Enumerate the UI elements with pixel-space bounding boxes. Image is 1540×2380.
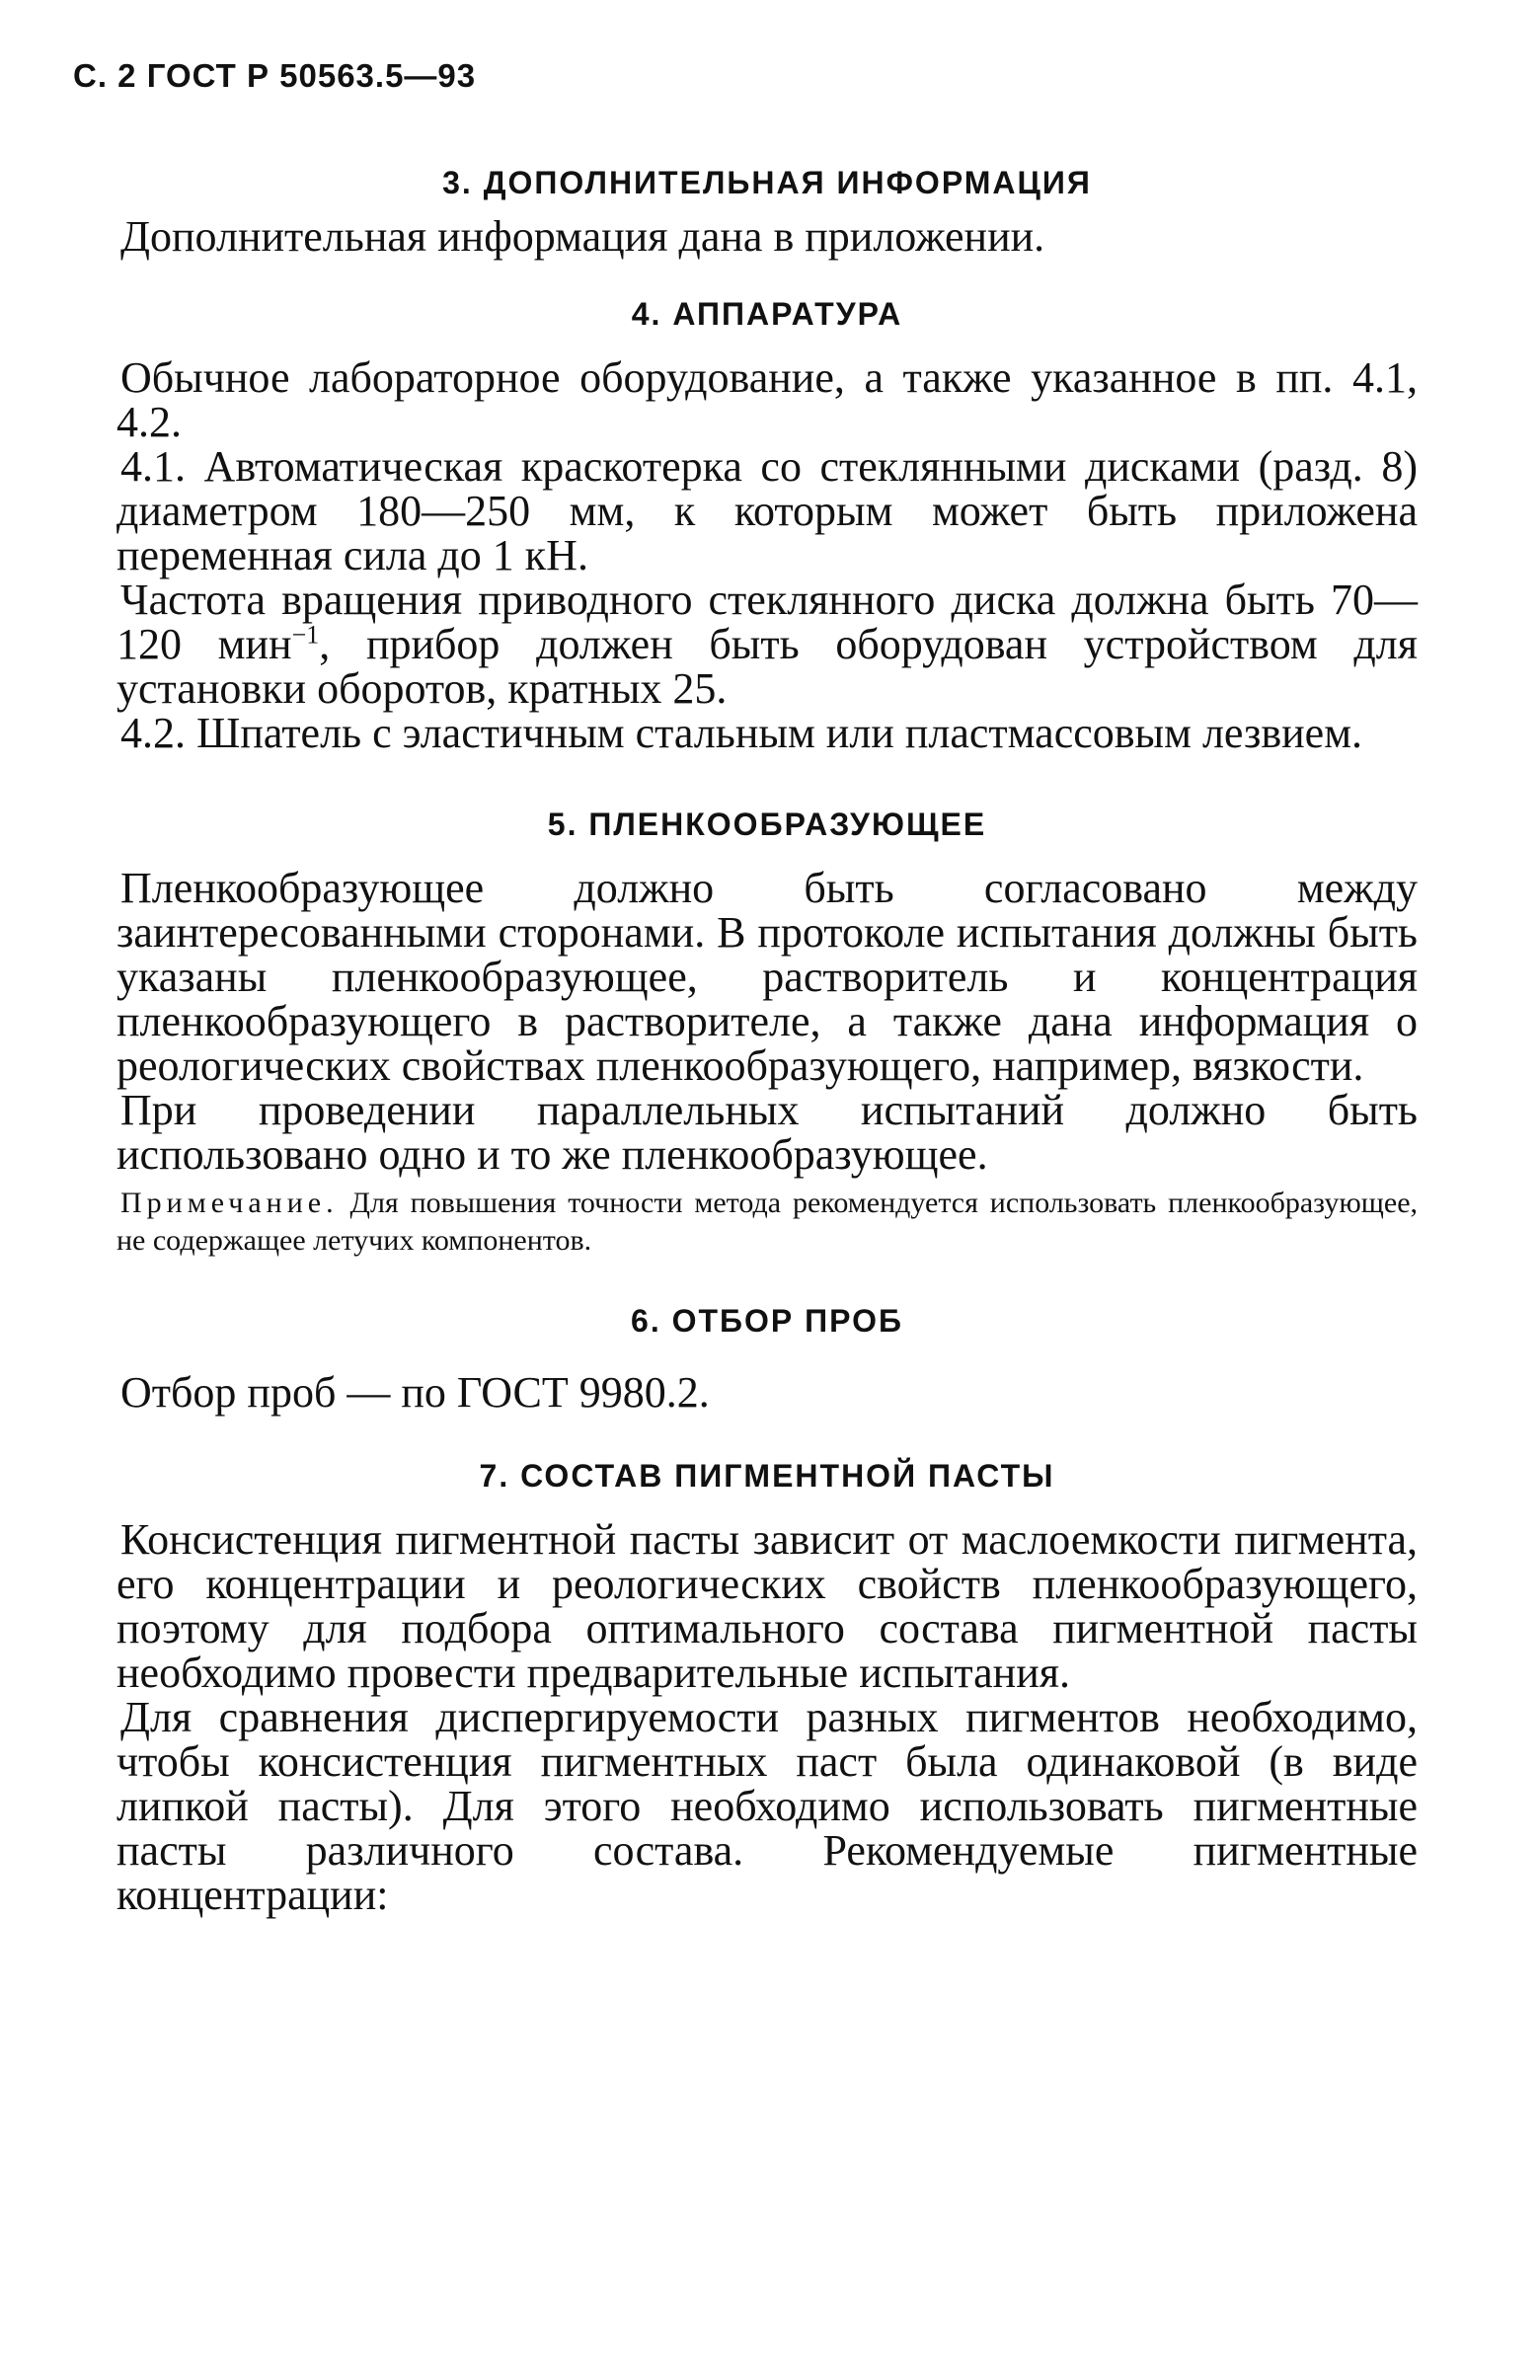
paragraph: При проведении параллельных испытаний должно быть использовано одно и то же пленкообразующее. (116, 1086, 1418, 1179)
note-label: Примечание. (120, 1187, 339, 1219)
running-head: С. 2 ГОСТ Р 50563.5—93 (73, 57, 477, 94)
section-apparatus (116, 294, 1418, 755)
paragraph: Консистенция пигментной пасты зависит от маслоемкости пигмента, его концентрации и реологических свойств пленкообразующего, поэтому для подбора оптимального состава пигментной пасты необходимо провести предварительные испытания. (116, 1515, 1418, 1697)
paragraph: Отбор проб — по ГОСТ 9980.2. (120, 1368, 710, 1417)
document-page (73, 54, 1419, 1919)
paragraph-text: Частота вращения приводного стеклянного диска должна быть 70—120 мин (116, 576, 1418, 668)
section-heading: 5. ПЛЕНКООБРАЗУЮЩЕЕ (547, 806, 987, 842)
paragraph: Обычное лабораторное оборудование, а также указанное в пп. 4.1, 4.2. (116, 353, 1418, 446)
section-additional-info (116, 163, 1418, 259)
paragraph: Для сравнения диспергируемости разных пигментов необходимо, чтобы консистенция пигментных паст была одинаковой (в виде липкой пасты). Для этого необходимо использовать пигментные пасты различного состава. Рекомендуемые пигментные концентрации: (116, 1693, 1418, 1919)
section-pigment-paste (116, 1456, 1418, 1917)
section-heading: 4. АППАРАТУРА (631, 296, 903, 332)
paragraph: 4.2. Шпатель с эластичным стальным или пластмассовым лезвием. (120, 709, 1363, 757)
paragraph-text-continued: , прибор должен быть оборудован устройством для установки оборотов, кратных 25. (116, 620, 1418, 713)
note-text: Для повышения точности метода рекомендуется использовать пленкообразующее, не содержащее летучих компонентов. (116, 1187, 1419, 1257)
section-heading: 3. ДОПОЛНИТЕЛЬНАЯ ИНФОРМАЦИЯ (442, 165, 1092, 200)
section-heading: 7. СОСТАВ ПИГМЕНТНОЙ ПАСТЫ (479, 1458, 1055, 1494)
section-heading: 6. ОТБОР ПРОБ (631, 1303, 903, 1339)
superscript: −1 (291, 620, 320, 650)
note (116, 1185, 1418, 1260)
paragraph: 4.1. Автоматическая краскотерка со стеклянными дисками (разд. 8) диаметром 180—250 мм, к которым может быть приложена переменная сила до 1 кН. (116, 442, 1418, 579)
paragraph: Пленкообразующее должно быть согласовано между заинтересованными сторонами. В протоколе испытания должны быть указаны пленкообразующее, растворитель и концентрация пленкообразующего в растворителе, а также дана информация о реологических свойствах пленкообразующего, например, вязкости. (116, 864, 1418, 1090)
section-film-former (116, 805, 1418, 1260)
paragraph-rotation-speed (116, 577, 1418, 711)
paragraph: Дополнительная информация дана в приложении. (120, 212, 1045, 261)
section-sampling (116, 1301, 1418, 1415)
